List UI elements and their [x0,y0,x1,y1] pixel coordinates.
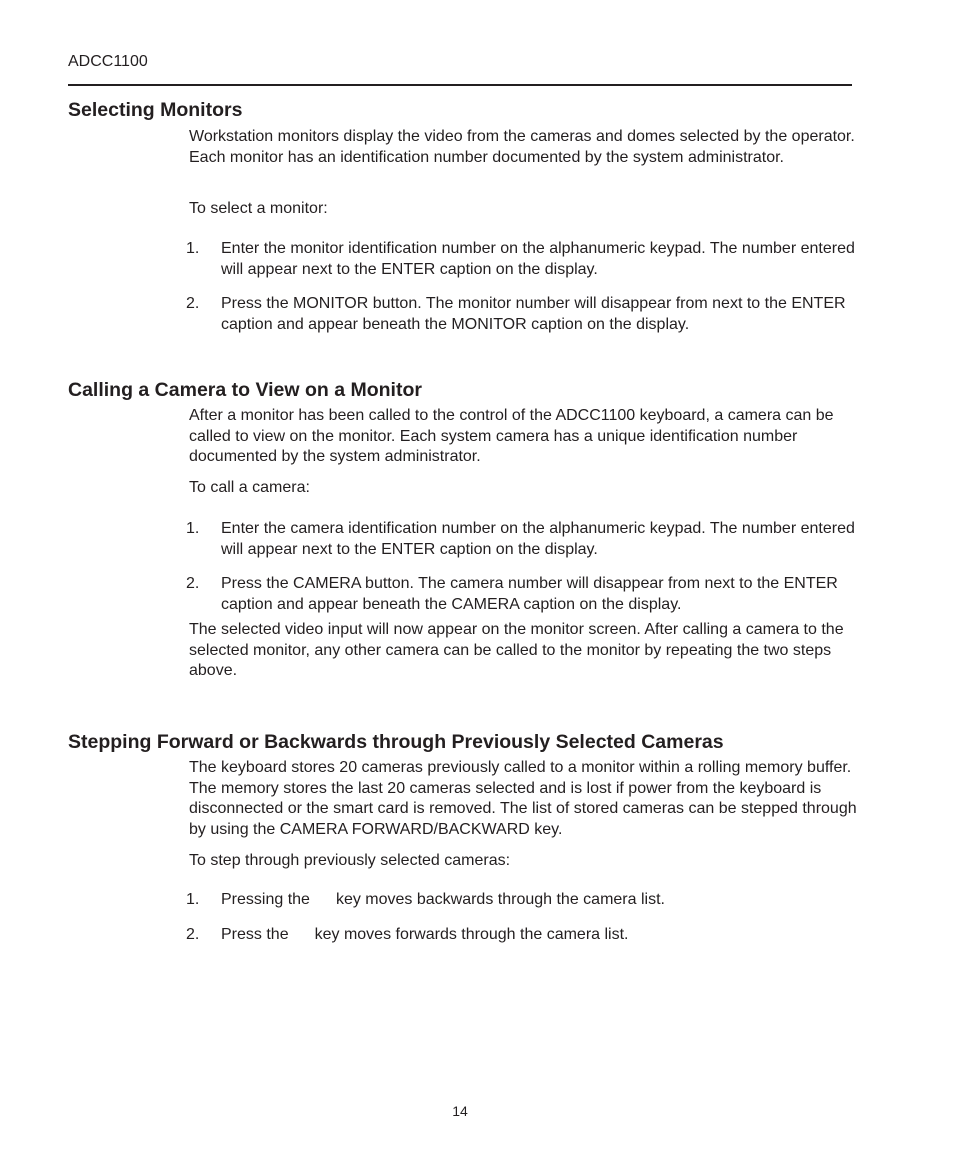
step-number: 2. [186,575,200,592]
step-text [221,925,866,946]
calling-camera-intro: After a monitor has been called to the control of the ADCC1100 keyboard, a camera can be called to view on the monitor. Each system camera has a unique identification number documented by the system administrator. [189,407,834,465]
selecting-monitors-lead: To select a monitor: [189,200,328,217]
step-text-after: key moves backwards through the camera list. [335,891,665,908]
selecting-monitors-intro: Workstation monitors display the video from the cameras and domes selected by the operator. Each monitor has an identification number documented by the system administrator. [189,128,855,166]
step-text: Press the CAMERA button. The camera number will disappear from next to the ENTER caption and appear beneath the CAMERA caption on the display. [221,575,838,613]
step-text: Enter the camera identification number on the alphanumeric keypad. The number entered will appear next to the ENTER caption on the display. [221,520,855,558]
step-number: 2. [186,295,200,312]
calling-camera-step-2 [186,574,866,615]
step-number: 1. [186,891,200,908]
stepping-cameras-step-2 [186,925,866,946]
step-text-before: Press the [221,926,289,943]
stepping-cameras-step-1 [186,890,866,911]
header-rule [68,84,852,86]
calling-camera-step-1 [186,519,866,560]
section-heading-selecting-monitors: Selecting Monitors [68,99,243,121]
step-number: 1. [186,240,200,257]
step-text: Enter the monitor identification number on the alphanumeric keypad. The number entered will appear next to the ENTER caption on the display. [221,240,855,278]
selecting-monitors-step-1 [186,239,866,280]
step-text-before: Pressing the [221,891,310,908]
section-heading-calling-camera: Calling a Camera to View on a Monitor [68,379,422,401]
step-text: Press the MONITOR button. The monitor number will disappear from next to the ENTER caption and appear beneath the MONITOR caption on the display. [221,295,846,333]
camera-backward-key-icon [310,893,336,907]
section-heading-stepping-cameras: Stepping Forward or Backwards through Previously Selected Cameras [68,731,724,753]
step-number: 2. [186,926,200,943]
camera-forward-key-icon [289,928,315,942]
stepping-cameras-lead: To step through previously selected cameras: [189,852,511,869]
step-number: 1. [186,520,200,537]
selecting-monitors-step-2 [186,294,866,335]
calling-camera-outro: The selected video input will now appear on the monitor screen. After calling a camera to the selected monitor, any other camera can be called to the monitor by repeating the two steps above. [189,621,844,679]
step-text [221,890,866,911]
stepping-cameras-intro: The keyboard stores 20 cameras previously called to a monitor within a rolling memory buffer. The memory stores the last 20 cameras selected and is lost if power from the keyboard is disconnected or the smart card is removed. The list of stored cameras can be stepped through by using the CAMERA FORWARD/BACKWARD key. [189,759,857,838]
page-number: 14 [452,1103,468,1119]
running-header: ADCC1100 [68,53,148,70]
step-text-after: key moves forwards through the camera list. [314,926,629,943]
calling-camera-lead: To call a camera: [189,479,310,496]
